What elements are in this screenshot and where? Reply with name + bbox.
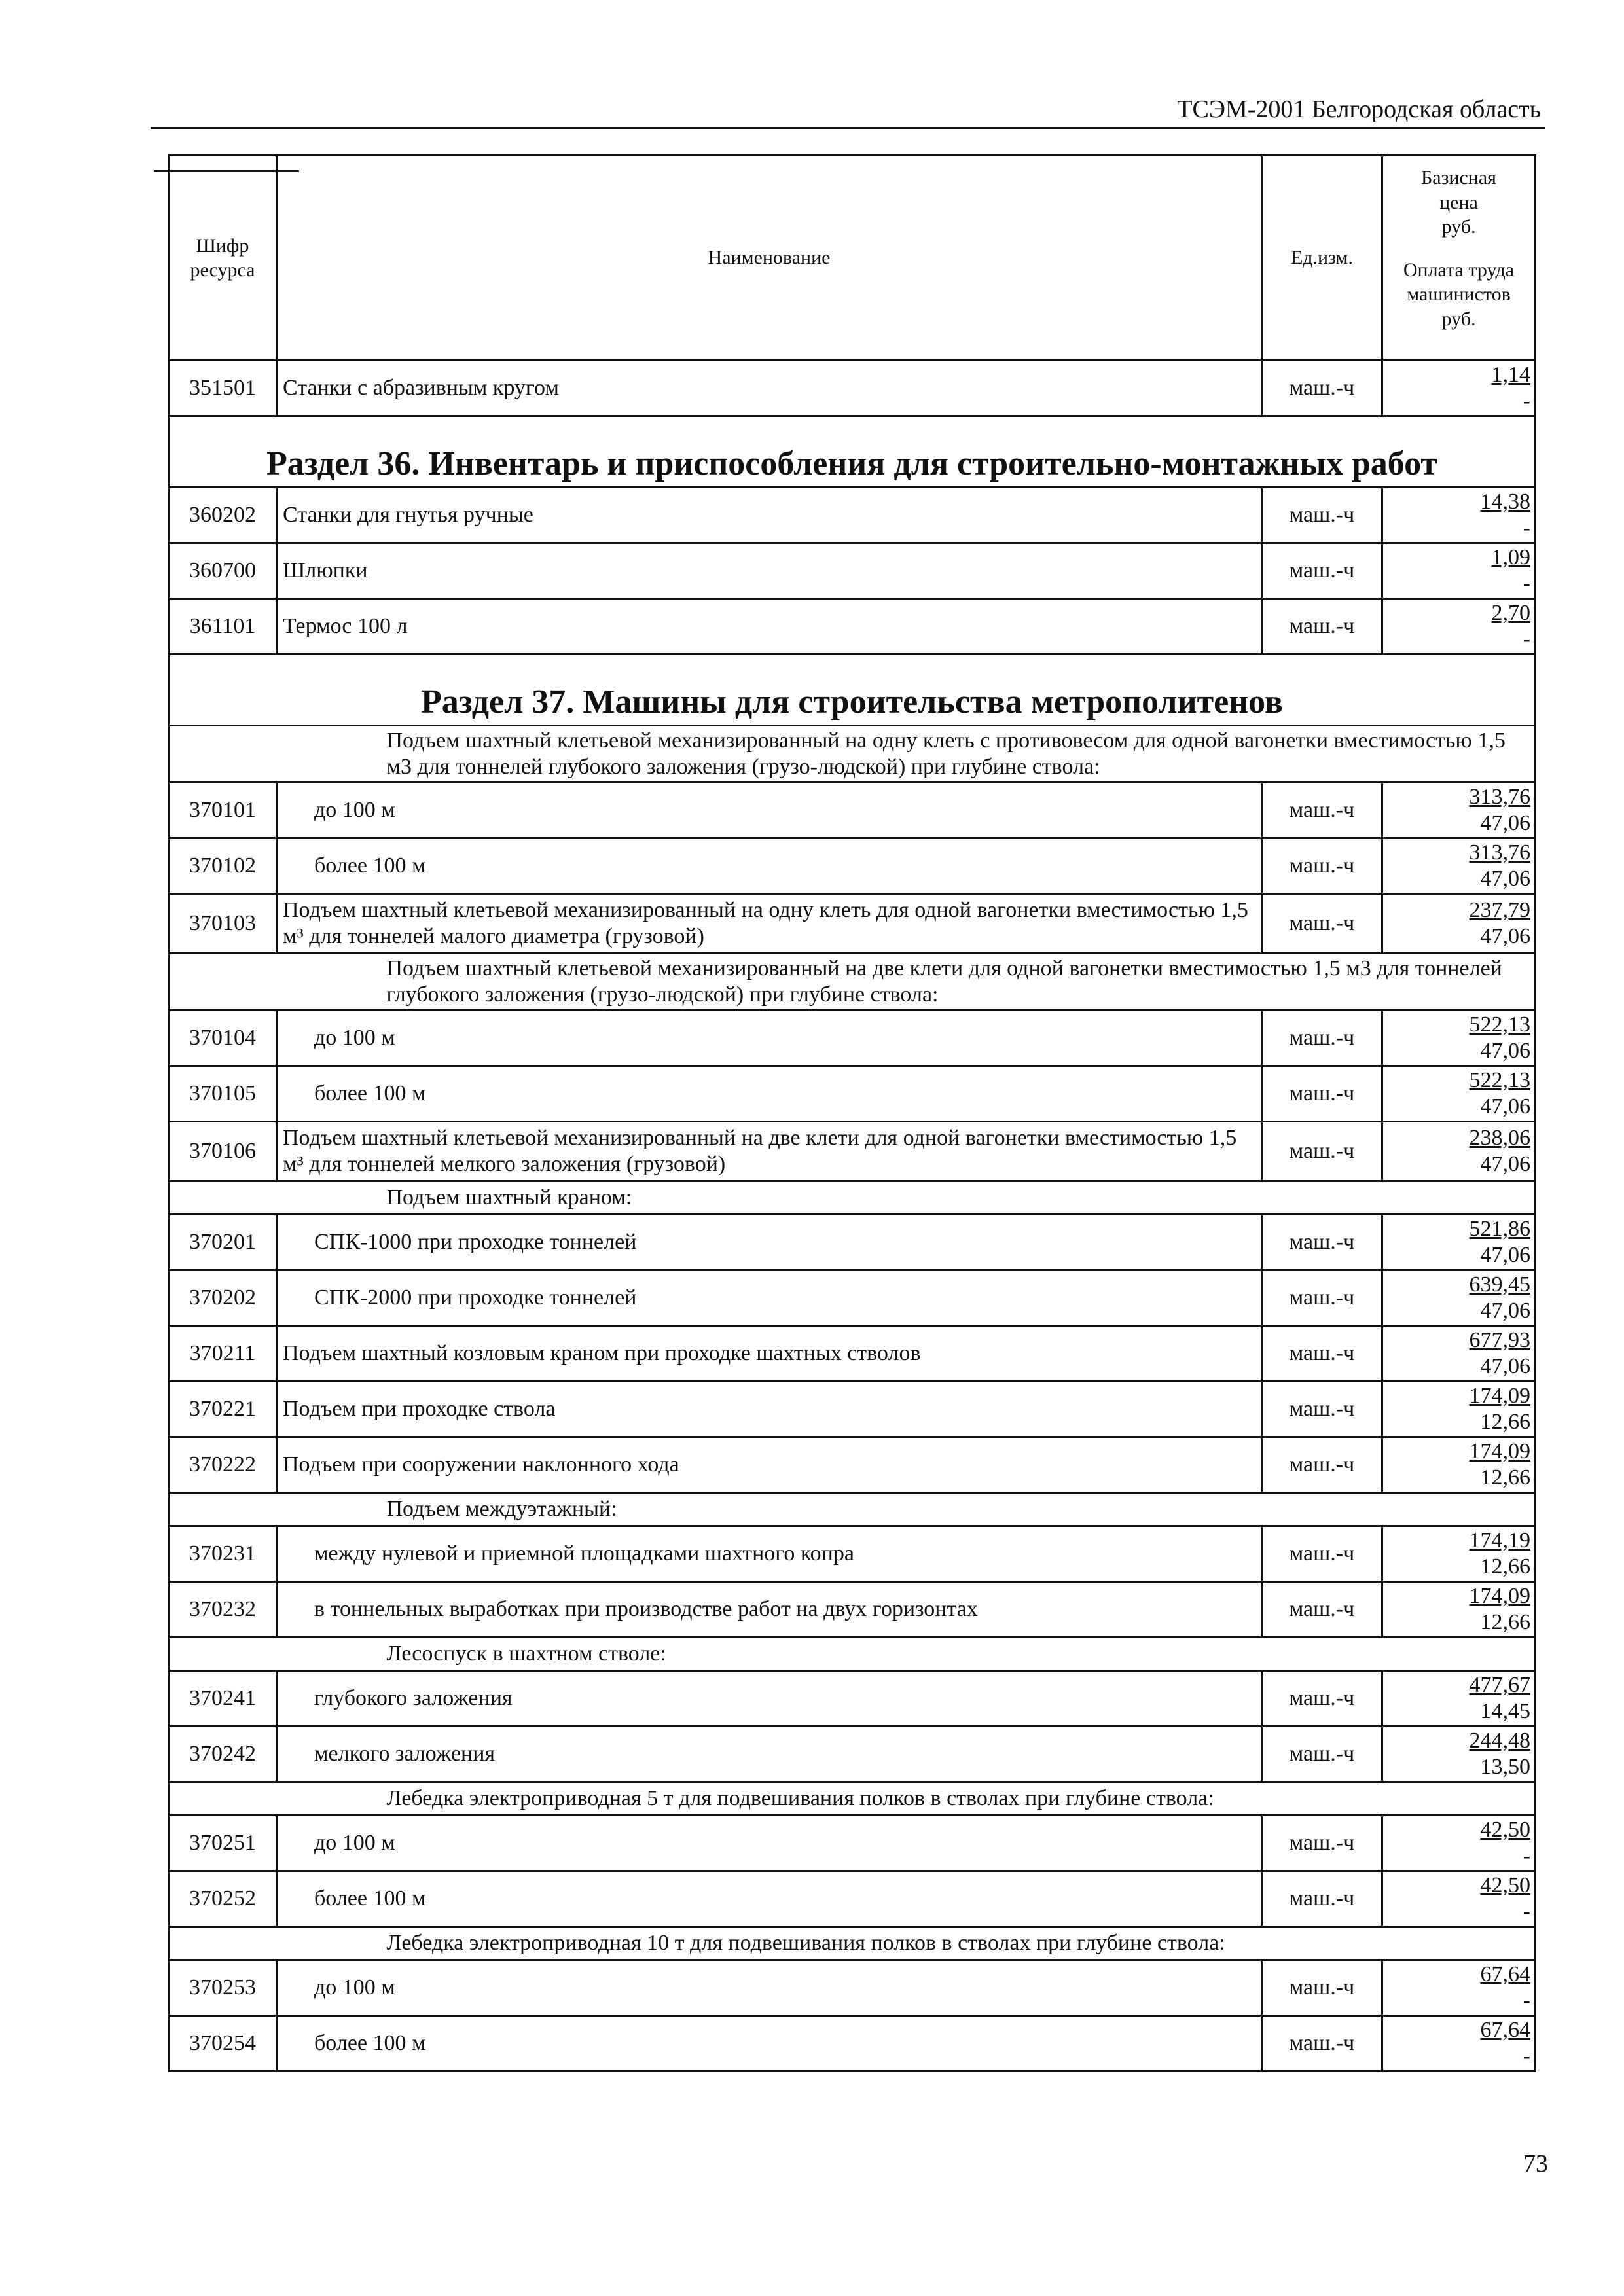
operator-wage: 47,06 (1480, 1299, 1530, 1323)
operator-wage: - (1523, 1988, 1530, 2013)
operator-wage: 13,50 (1480, 1755, 1530, 1779)
resource-name: до 100 м (277, 783, 1262, 838)
base-price: 42,50 (1480, 1817, 1530, 1842)
base-price: 174,09 (1469, 1583, 1530, 1608)
header-rule (151, 127, 1545, 129)
resource-name: до 100 м (277, 1816, 1262, 1871)
column-header-unit: Ед.изм. (1262, 156, 1382, 361)
column-header-code-line: ресурса (190, 259, 255, 281)
group-heading: Подъем шахтный клетьевой механизированный на одну клеть с противовесом для одной вагонетки вместимостью 1,5 м3 для тоннелей глубокого заложения (грузо-людской) при глубине ствола: (277, 726, 1536, 783)
operator-wage: - (1523, 627, 1530, 651)
table-row (169, 1582, 1536, 1638)
resource-code: 370252 (169, 1871, 277, 1927)
price-cell (1382, 838, 1536, 894)
column-header-price-line: Оплата труда (1403, 259, 1515, 281)
unit-of-measure: маш.-ч (1262, 1011, 1382, 1066)
unit-of-measure: маш.-ч (1262, 1582, 1382, 1638)
group-heading: Подъем шахтный клетьевой механизированный на две клети для одной вагонетки вместимостью 1,5 м3 для тоннелей глубокого заложения (грузо-людской) при глубине ствола: (277, 954, 1536, 1011)
price-cell (1382, 1122, 1536, 1181)
table-row (169, 783, 1536, 838)
base-price: 1,09 (1491, 545, 1530, 569)
operator-wage: - (1523, 389, 1530, 413)
unit-of-measure: маш.-ч (1262, 1816, 1382, 1871)
base-price: 237,79 (1469, 897, 1530, 922)
table-row (169, 838, 1536, 894)
unit-of-measure: маш.-ч (1262, 1871, 1382, 1927)
column-header-price-line: Базисная (1421, 167, 1496, 188)
price-cell (1382, 1066, 1536, 1122)
column-header-price-gap (1383, 240, 1534, 258)
base-price: 14,38 (1480, 489, 1530, 514)
unit-of-measure: маш.-ч (1262, 1727, 1382, 1782)
group-heading-row (169, 1181, 1536, 1215)
resource-name: Термос 100 л (277, 599, 1262, 655)
resource-code: 370102 (169, 838, 277, 894)
resource-code: 370254 (169, 2016, 277, 2072)
resource-name: в тоннельных выработках при производстве работ на двух горизонтах (277, 1582, 1262, 1638)
operator-wage: - (1523, 516, 1530, 540)
base-price: 521,86 (1469, 1216, 1530, 1241)
resource-code: 361101 (169, 599, 277, 655)
resource-name: более 100 м (277, 2016, 1262, 2072)
resource-code: 351501 (169, 361, 277, 416)
resource-code: 370222 (169, 1437, 277, 1493)
group-code-cell (169, 1493, 277, 1526)
group-code-cell (169, 1181, 277, 1215)
group-heading-row (169, 1927, 1536, 1960)
column-header-code-line: Шифр (196, 234, 249, 257)
base-price: 67,64 (1480, 2017, 1530, 2042)
resource-name: Подъем шахтный клетьевой механизированный на две клети для одной вагонетки вместимостью 1,5 м³ для тоннелей мелкого заложения (грузовой) (277, 1122, 1262, 1181)
resource-code: 370241 (169, 1671, 277, 1727)
resource-code: 370104 (169, 1011, 277, 1066)
resource-name: более 100 м (277, 838, 1262, 894)
group-code-cell (169, 726, 277, 783)
resource-name: Станки для гнутья ручные (277, 488, 1262, 543)
column-header-price-line: машинистов (1407, 283, 1511, 305)
resource-code: 370201 (169, 1215, 277, 1270)
table-row (169, 1727, 1536, 1782)
table-row (169, 361, 1536, 416)
table-row (169, 1326, 1536, 1382)
base-price: 522,13 (1469, 1012, 1530, 1037)
resource-code: 360202 (169, 488, 277, 543)
price-cell (1382, 783, 1536, 838)
price-cell (1382, 1582, 1536, 1638)
base-price: 238,06 (1469, 1125, 1530, 1150)
resource-code: 370103 (169, 894, 277, 954)
resource-code: 370253 (169, 1960, 277, 2016)
table-row (169, 1526, 1536, 1582)
base-price: 244,48 (1469, 1728, 1530, 1753)
resource-code: 370232 (169, 1582, 277, 1638)
section-heading-row (169, 655, 1536, 726)
price-cell (1382, 1871, 1536, 1927)
resource-name: Подъем шахтный клетьевой механизированный на одну клеть для одной вагонетки вместимостью 1,5 м³ для тоннелей малого диаметра (грузовой) (277, 894, 1262, 954)
unit-of-measure: маш.-ч (1262, 1122, 1382, 1181)
table-header-row (169, 156, 1536, 361)
price-cell (1382, 1526, 1536, 1582)
operator-wage: 12,66 (1480, 1465, 1530, 1490)
group-code-cell (169, 1927, 277, 1960)
operator-wage: - (1523, 2044, 1530, 2068)
table-row (169, 894, 1536, 954)
resource-name: Шлюпки (277, 543, 1262, 599)
unit-of-measure: маш.-ч (1262, 1671, 1382, 1727)
group-heading: Лебедка электроприводная 5 т для подвешивания полков в стволах при глубине ствола: (277, 1782, 1536, 1816)
price-cell (1382, 1382, 1536, 1437)
price-cell (1382, 1437, 1536, 1493)
group-heading: Подъем междуэтажный: (277, 1493, 1536, 1526)
unit-of-measure: маш.-ч (1262, 2016, 1382, 2072)
resource-name: Станки с абразивным кругом (277, 361, 1262, 416)
resource-name: Подъем шахтный козловым краном при проходке шахтных стволов (277, 1326, 1262, 1382)
unit-of-measure: маш.-ч (1262, 599, 1382, 655)
group-heading: Лесоспуск в шахтном стволе: (277, 1638, 1536, 1671)
table-row (169, 1437, 1536, 1493)
base-price: 477,67 (1469, 1672, 1530, 1697)
price-cell (1382, 543, 1536, 599)
group-code-cell (169, 1638, 277, 1671)
group-heading: Подъем шахтный краном: (277, 1181, 1536, 1215)
operator-wage: 47,06 (1480, 1039, 1530, 1063)
base-price: 313,76 (1469, 784, 1530, 809)
column-header-price (1382, 156, 1536, 361)
resource-code: 360700 (169, 543, 277, 599)
resource-name: Подъем при сооружении наклонного хода (277, 1437, 1262, 1493)
table-row (169, 1215, 1536, 1270)
table-row (169, 599, 1536, 655)
resource-name: более 100 м (277, 1066, 1262, 1122)
column-header-price-line: руб. (1441, 216, 1476, 238)
base-price: 42,50 (1480, 1873, 1530, 1897)
operator-wage: 47,06 (1480, 1354, 1530, 1378)
operator-wage: - (1523, 571, 1530, 596)
unit-of-measure: маш.-ч (1262, 488, 1382, 543)
resource-code: 370105 (169, 1066, 277, 1122)
resource-code: 370231 (169, 1526, 277, 1582)
operator-wage: 12,66 (1480, 1610, 1530, 1634)
price-cell (1382, 2016, 1536, 2072)
document-title: ТСЭМ-2001 Белгородская область (1177, 96, 1541, 123)
base-price: 639,45 (1469, 1272, 1530, 1297)
column-header-name: Наименование (277, 156, 1262, 361)
column-header-price-line: цена (1439, 191, 1478, 213)
operator-wage: 47,06 (1480, 867, 1530, 891)
table-row (169, 1871, 1536, 1927)
resource-code: 370106 (169, 1122, 277, 1181)
table-row (169, 1671, 1536, 1727)
resource-table (168, 154, 1536, 2072)
unit-of-measure: маш.-ч (1262, 894, 1382, 954)
unit-of-measure: маш.-ч (1262, 783, 1382, 838)
operator-wage: 47,06 (1480, 1243, 1530, 1267)
operator-wage: - (1523, 1899, 1530, 1924)
unit-of-measure: маш.-ч (1262, 1960, 1382, 2016)
base-price: 2,70 (1491, 600, 1530, 625)
table-row (169, 1122, 1536, 1181)
resource-code: 370251 (169, 1816, 277, 1871)
resource-code: 370242 (169, 1727, 277, 1782)
group-heading-row (169, 726, 1536, 783)
operator-wage: 47,06 (1480, 924, 1530, 948)
price-cell (1382, 1326, 1536, 1382)
unit-of-measure: маш.-ч (1262, 1526, 1382, 1582)
unit-of-measure: маш.-ч (1262, 1215, 1382, 1270)
price-cell (1382, 1215, 1536, 1270)
unit-of-measure: маш.-ч (1262, 1382, 1382, 1437)
column-header-code (169, 156, 277, 361)
unit-of-measure: маш.-ч (1262, 361, 1382, 416)
operator-wage: 12,66 (1480, 1410, 1530, 1434)
table-row (169, 2016, 1536, 2072)
table-row (169, 1011, 1536, 1066)
resource-table-body (169, 156, 1536, 2072)
group-heading-row (169, 1638, 1536, 1671)
resource-code: 370101 (169, 783, 277, 838)
table-row (169, 1270, 1536, 1326)
section-heading: Раздел 36. Инвентарь и приспособления для строительно-монтажных работ (169, 416, 1536, 488)
page-number: 73 (1523, 2150, 1548, 2178)
price-cell (1382, 361, 1536, 416)
base-price: 522,13 (1469, 1067, 1530, 1092)
price-cell (1382, 1960, 1536, 2016)
price-cell (1382, 488, 1536, 543)
resource-name: глубокого заложения (277, 1671, 1262, 1727)
resource-name: Подъем при проходке ствола (277, 1382, 1262, 1437)
column-header-price-line: руб. (1441, 308, 1476, 330)
unit-of-measure: маш.-ч (1262, 543, 1382, 599)
resource-name: СПК-2000 при проходке тоннелей (277, 1270, 1262, 1326)
unit-of-measure: маш.-ч (1262, 1437, 1382, 1493)
resource-code: 370202 (169, 1270, 277, 1326)
price-cell (1382, 1727, 1536, 1782)
base-price: 1,14 (1491, 362, 1530, 387)
group-heading: Лебедка электроприводная 10 т для подвешивания полков в стволах при глубине ствола: (277, 1927, 1536, 1960)
unit-of-measure: маш.-ч (1262, 1066, 1382, 1122)
operator-wage: 47,06 (1480, 1152, 1530, 1176)
resource-code: 370211 (169, 1326, 277, 1382)
group-heading-row (169, 1493, 1536, 1526)
group-heading-row (169, 954, 1536, 1011)
table-row (169, 488, 1536, 543)
resource-name: более 100 м (277, 1871, 1262, 1927)
group-code-cell (169, 1782, 277, 1816)
price-cell (1382, 599, 1536, 655)
base-price: 174,19 (1469, 1528, 1530, 1552)
resource-name: мелкого заложения (277, 1727, 1262, 1782)
base-price: 174,09 (1469, 1439, 1530, 1463)
operator-wage: 12,66 (1480, 1554, 1530, 1579)
unit-of-measure: маш.-ч (1262, 838, 1382, 894)
operator-wage: 47,06 (1480, 811, 1530, 835)
price-cell (1382, 1011, 1536, 1066)
operator-wage: 14,45 (1480, 1699, 1530, 1723)
operator-wage: 47,06 (1480, 1094, 1530, 1119)
resource-name: между нулевой и приемной площадками шахтного копра (277, 1526, 1262, 1582)
table-row (169, 1382, 1536, 1437)
price-cell (1382, 1816, 1536, 1871)
resource-name: до 100 м (277, 1011, 1262, 1066)
section-heading-row (169, 416, 1536, 488)
unit-of-measure: маш.-ч (1262, 1326, 1382, 1382)
unit-of-measure: маш.-ч (1262, 1270, 1382, 1326)
base-price: 677,93 (1469, 1327, 1530, 1352)
table-row (169, 1816, 1536, 1871)
group-code-cell (169, 954, 277, 1011)
resource-name: СПК-1000 при проходке тоннелей (277, 1215, 1262, 1270)
price-cell (1382, 1671, 1536, 1727)
resource-name: до 100 м (277, 1960, 1262, 2016)
table-row (169, 1066, 1536, 1122)
operator-wage: - (1523, 1844, 1530, 1868)
base-price: 313,76 (1469, 840, 1530, 865)
base-price: 174,09 (1469, 1383, 1530, 1408)
group-heading-row (169, 1782, 1536, 1816)
table-row (169, 1960, 1536, 2016)
table-row (169, 543, 1536, 599)
resource-code: 370221 (169, 1382, 277, 1437)
base-price: 67,64 (1480, 1962, 1530, 1986)
price-cell (1382, 1270, 1536, 1326)
section-heading: Раздел 37. Машины для строительства метрополитенов (169, 655, 1536, 726)
price-cell (1382, 894, 1536, 954)
